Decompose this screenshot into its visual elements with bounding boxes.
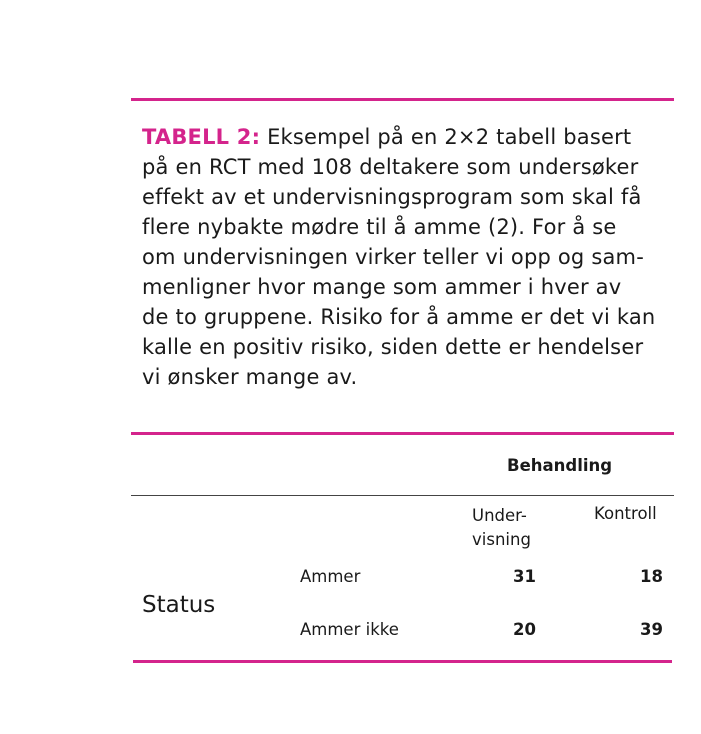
cell-ammer-ikke-kontroll: 39 [640, 620, 663, 639]
caption-line-9: vi ønsker mange av. [142, 365, 358, 389]
caption-label: TABELL 2: [142, 125, 261, 149]
caption-line-6: menligner hvor mange som ammer i hver av [142, 275, 622, 299]
caption-line-8: kalle en positiv risiko, siden dette er hendelser [142, 335, 644, 359]
col-header-kontroll: Kontroll [594, 504, 657, 523]
col-header-undervisning-2: visning [472, 530, 531, 549]
table-bottom-rule [133, 660, 672, 663]
caption-line-2: på en RCT med 108 deltakere som undersøker [142, 155, 639, 179]
caption-line-1: Eksempel på en 2×2 tabell basert [260, 125, 632, 149]
table-caption [142, 122, 682, 392]
caption-line-7: de to gruppene. Risiko for å amme er det vi kan [142, 305, 656, 329]
caption-line-3: effekt av et undervisningsprogram som skal få [142, 185, 642, 209]
caption-line-5: om undervisningen virker teller vi opp og sam- [142, 245, 644, 269]
group-header: Behandling [507, 456, 613, 475]
table-top-rule [131, 432, 674, 435]
cell-ammer-kontroll: 18 [640, 567, 663, 586]
top-rule [131, 98, 674, 101]
col-header-undervisning-1: Under- [472, 506, 527, 525]
caption-line-4: flere nybakte mødre til å amme (2). For å se [142, 215, 617, 239]
cell-ammer-undervisning: 31 [513, 567, 536, 586]
row-group-label: Status [142, 592, 216, 618]
row-label-ammer: Ammer [300, 567, 361, 586]
header-divider [131, 495, 674, 496]
row-label-ammer-ikke: Ammer ikke [300, 620, 399, 639]
cell-ammer-ikke-undervisning: 20 [513, 620, 536, 639]
